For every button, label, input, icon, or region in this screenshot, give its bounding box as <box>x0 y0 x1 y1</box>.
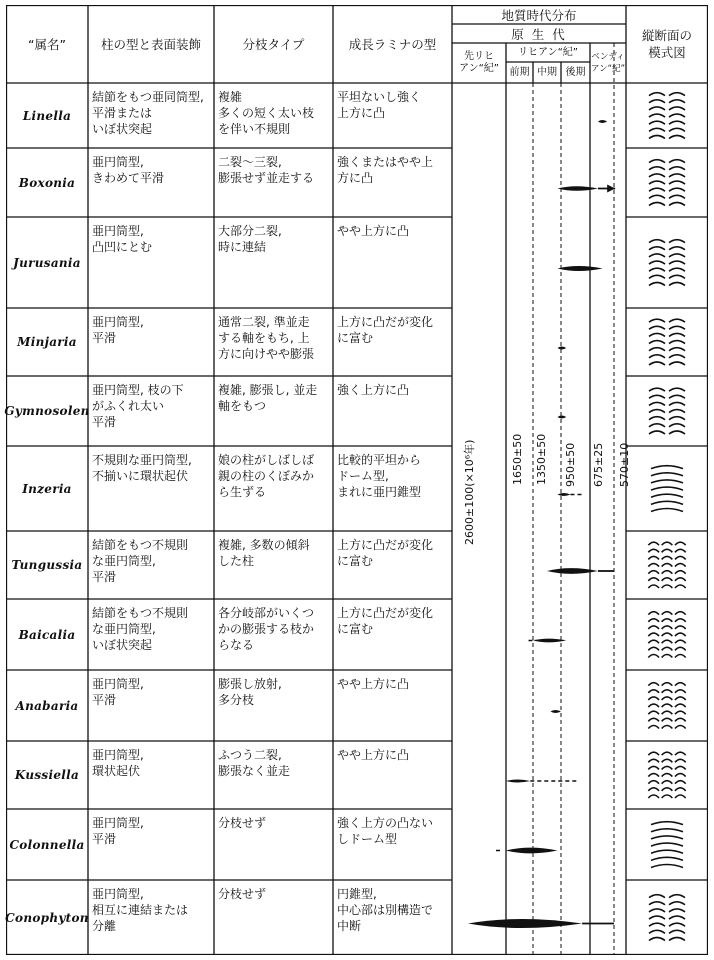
column-type-text: 亜円筒型, 枝の下 がふくれ太い 平滑 <box>92 383 184 429</box>
genus-name: Linella <box>22 108 72 123</box>
boxonia-icon <box>649 160 685 206</box>
lamina-text: 平坦ないし強く 上方に凸 <box>337 90 422 120</box>
anabaria-icon <box>648 683 685 729</box>
age-label-675: 675±25 <box>592 442 605 487</box>
column-type-text: 結節をもつ不規則 な亜円筒型, いぼ状突起 <box>92 606 189 652</box>
branching-text: 娘の柱がしばしば 親の柱のくぼみか ら生ずる <box>218 453 315 499</box>
range-bar <box>506 780 530 783</box>
branching-text: ふつう二裂, 膨張なく並走 <box>218 748 291 778</box>
header-late: 後期 <box>565 66 586 78</box>
header-genus: “属名” <box>28 37 66 52</box>
baicalia-icon <box>648 612 685 658</box>
branching-text: 複雑 多くの短く太い枝 を伴い不規則 <box>218 90 315 136</box>
genus-name: Colonnella <box>9 837 85 852</box>
genus-name: Conophyton <box>5 910 89 925</box>
kussiella-icon <box>648 752 685 798</box>
lamina-text: 強く上方の凸ない しドーム型 <box>337 816 434 846</box>
header-proterozoic: 原 生 代 <box>511 26 567 42</box>
genus-name: Baicalia <box>18 627 76 642</box>
age-label-1650: 1650±50 <box>511 433 524 485</box>
inzeria-icon <box>651 466 683 512</box>
range-bar <box>468 919 582 928</box>
range-bar <box>558 493 571 496</box>
linella-icon <box>649 93 685 139</box>
branching-text: 分枝せず <box>218 887 267 901</box>
jurusania-icon <box>649 240 685 286</box>
genus-name: Jurusania <box>13 255 81 270</box>
column-type-text: 亜円筒型, 環状起伏 <box>92 748 144 778</box>
conophyton-icon <box>649 895 685 941</box>
genus-name: Gymnosolen <box>4 404 90 418</box>
lamina-text: 比較的平坦から ドーム型, まれに亜円錐型 <box>337 453 422 499</box>
header-column-type: 柱の型と表面装飾 <box>100 37 201 52</box>
column-type-text: 亜円筒型, 平滑 <box>92 677 144 707</box>
branching-text: 分枝せず <box>218 816 267 830</box>
genus-name: Tungussia <box>11 558 83 572</box>
header-schematic: 縦断面の 模式図 <box>641 28 692 60</box>
column-type-text: 亜円筒型, 平滑 <box>92 315 144 345</box>
lamina-text: 上方に凸だが変化 に富む <box>337 606 434 636</box>
range-bar <box>558 266 603 271</box>
lamina-text: 上方に凸だが変化 に富む <box>337 538 434 568</box>
genus-name: Minjaria <box>17 335 77 349</box>
range-bar <box>506 848 558 854</box>
colonnella-icon <box>651 822 683 868</box>
column-type-text: 結節をもつ不規則 な亜円筒型, 平滑 <box>92 538 189 584</box>
age-label-1350: 1350±50 <box>535 433 548 485</box>
branching-text: 複雑, 膨張し, 並走 軸をもつ <box>218 383 318 413</box>
age-label-950: 950±50 <box>564 442 577 487</box>
column-type-text: 亜円筒型, 相互に連結または 分離 <box>92 887 189 933</box>
column-type-text: 亜円筒型, きわめて平滑 <box>92 155 165 185</box>
header-pre-riphean: 先リヒ アン“紀” <box>459 51 499 74</box>
genus-name: Inzeria <box>22 481 72 496</box>
minjaria-icon <box>649 319 685 365</box>
header-riphean: リヒアン“紀” <box>518 46 578 58</box>
lamina-text: 上方に凸だが変化 に富む <box>337 315 434 345</box>
header-lamina: 成長ラミナの型 <box>348 37 437 52</box>
branching-text: 二裂～三裂, 膨張せず並走する <box>218 155 315 185</box>
lamina-text: 強くまたはやや上 方に凸 <box>337 155 434 185</box>
range-bar <box>558 347 567 350</box>
header-branching: 分枝タイプ <box>242 37 305 52</box>
branching-text: 各分岐部がいくつ かの膨張する枝か らなる <box>218 606 315 652</box>
header-vendian: ベンディ アン“紀” <box>591 52 625 74</box>
lamina-text: やや上方に凸 <box>337 224 410 238</box>
branching-text: 通常二裂, 準並走 する軸をもち, 上 方に向けやや膨張 <box>218 315 315 361</box>
gymnosolen-icon <box>649 388 685 434</box>
genus-name: Boxonia <box>18 175 76 190</box>
branching-text: 複雑, 多数の傾斜 した柱 <box>218 538 310 568</box>
range-bar <box>598 120 607 123</box>
column-type-text: 結節をもつ亜同筒型, 平滑または いぼ状突起 <box>92 90 204 136</box>
header-early: 前期 <box>509 66 530 78</box>
branching-text: 膨張し放射, 多分枝 <box>218 677 282 707</box>
age-label-570: 570±10 <box>618 442 631 487</box>
age-label-2600: 2600±100(×10⁶年) <box>463 439 476 545</box>
column-type-text: 亜円筒型, 平滑 <box>92 816 144 846</box>
header-middle: 中期 <box>537 66 557 78</box>
column-type-text: 不規則な亜円筒型, 不揃いに環状起伏 <box>92 453 192 483</box>
range-bars <box>468 120 615 928</box>
lamina-text: やや上方に凸 <box>337 748 410 762</box>
stromatolite-table <box>6 5 708 955</box>
range-bar <box>558 416 567 419</box>
header-distribution: 地質時代分布 <box>501 7 577 23</box>
range-bar <box>558 186 599 191</box>
lamina-text: やや上方に凸 <box>337 677 410 691</box>
schematic-icons <box>648 93 685 941</box>
branching-text: 大部分二裂, 時に連結 <box>218 224 282 254</box>
lamina-text: 強く上方に凸 <box>337 383 410 397</box>
genus-name: Kussiella <box>14 768 80 782</box>
column-type-text: 亜円筒型, 凸凹にとむ <box>92 224 153 254</box>
genus-name: Anabaria <box>15 698 79 713</box>
range-bar <box>551 710 562 713</box>
tungussia-icon <box>648 542 685 588</box>
lamina-text: 円錐型, 中心部は別構造で 中断 <box>337 887 434 933</box>
